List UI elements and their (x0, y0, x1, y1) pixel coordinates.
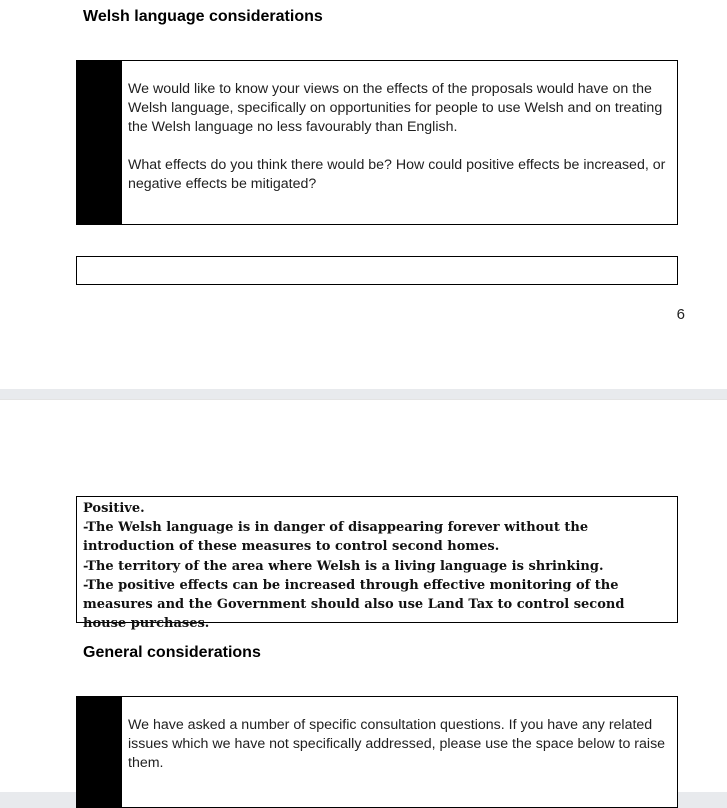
welsh-language-answer-box[interactable] (76, 496, 678, 632)
document-page-6 (0, 0, 727, 389)
question-paragraph-1: We would like to know your views on the effects of the proposals would have on the Welsh language, specifically on opportunities for people to use Welsh and on treating the Welsh language no less favourably than English. (128, 81, 663, 135)
answer-line: -The positive effects can be increased through effective monitoring of the measures and the Government should also use Land Tax to control second house purchases. (83, 577, 625, 632)
answer-field-value (77, 257, 677, 259)
question-box-bar (77, 61, 122, 224)
document-page-7 (0, 399, 727, 792)
welsh-language-answer-field[interactable] (76, 256, 678, 285)
general-considerations-question-box (76, 696, 678, 808)
question-text (128, 716, 671, 773)
welsh-language-heading: Welsh language considerations (83, 8, 323, 25)
question-box-bar (77, 697, 122, 807)
answer-line: -The Welsh language is in danger of disappearing forever without the introduction of these measures to control second homes. (83, 520, 589, 555)
welsh-language-question-box (76, 60, 678, 225)
question-paragraph-2: What effects do you think there would be? How could positive effects be increased, or negative effects be mitigated? (128, 157, 666, 192)
answer-line: Positive. (83, 501, 145, 516)
answer-text (77, 497, 677, 633)
question-text (128, 80, 671, 194)
general-considerations-heading: General considerations (83, 644, 261, 661)
page-number: 6 (676, 306, 685, 323)
answer-line: -The territory of the area where Welsh is a living language is shrinking. (83, 558, 604, 574)
question-paragraph-1: We have asked a number of specific consultation questions. If you have any related issues which we have not specifically addressed, please use the space below to raise them. (128, 717, 666, 771)
page-edge (0, 399, 727, 400)
